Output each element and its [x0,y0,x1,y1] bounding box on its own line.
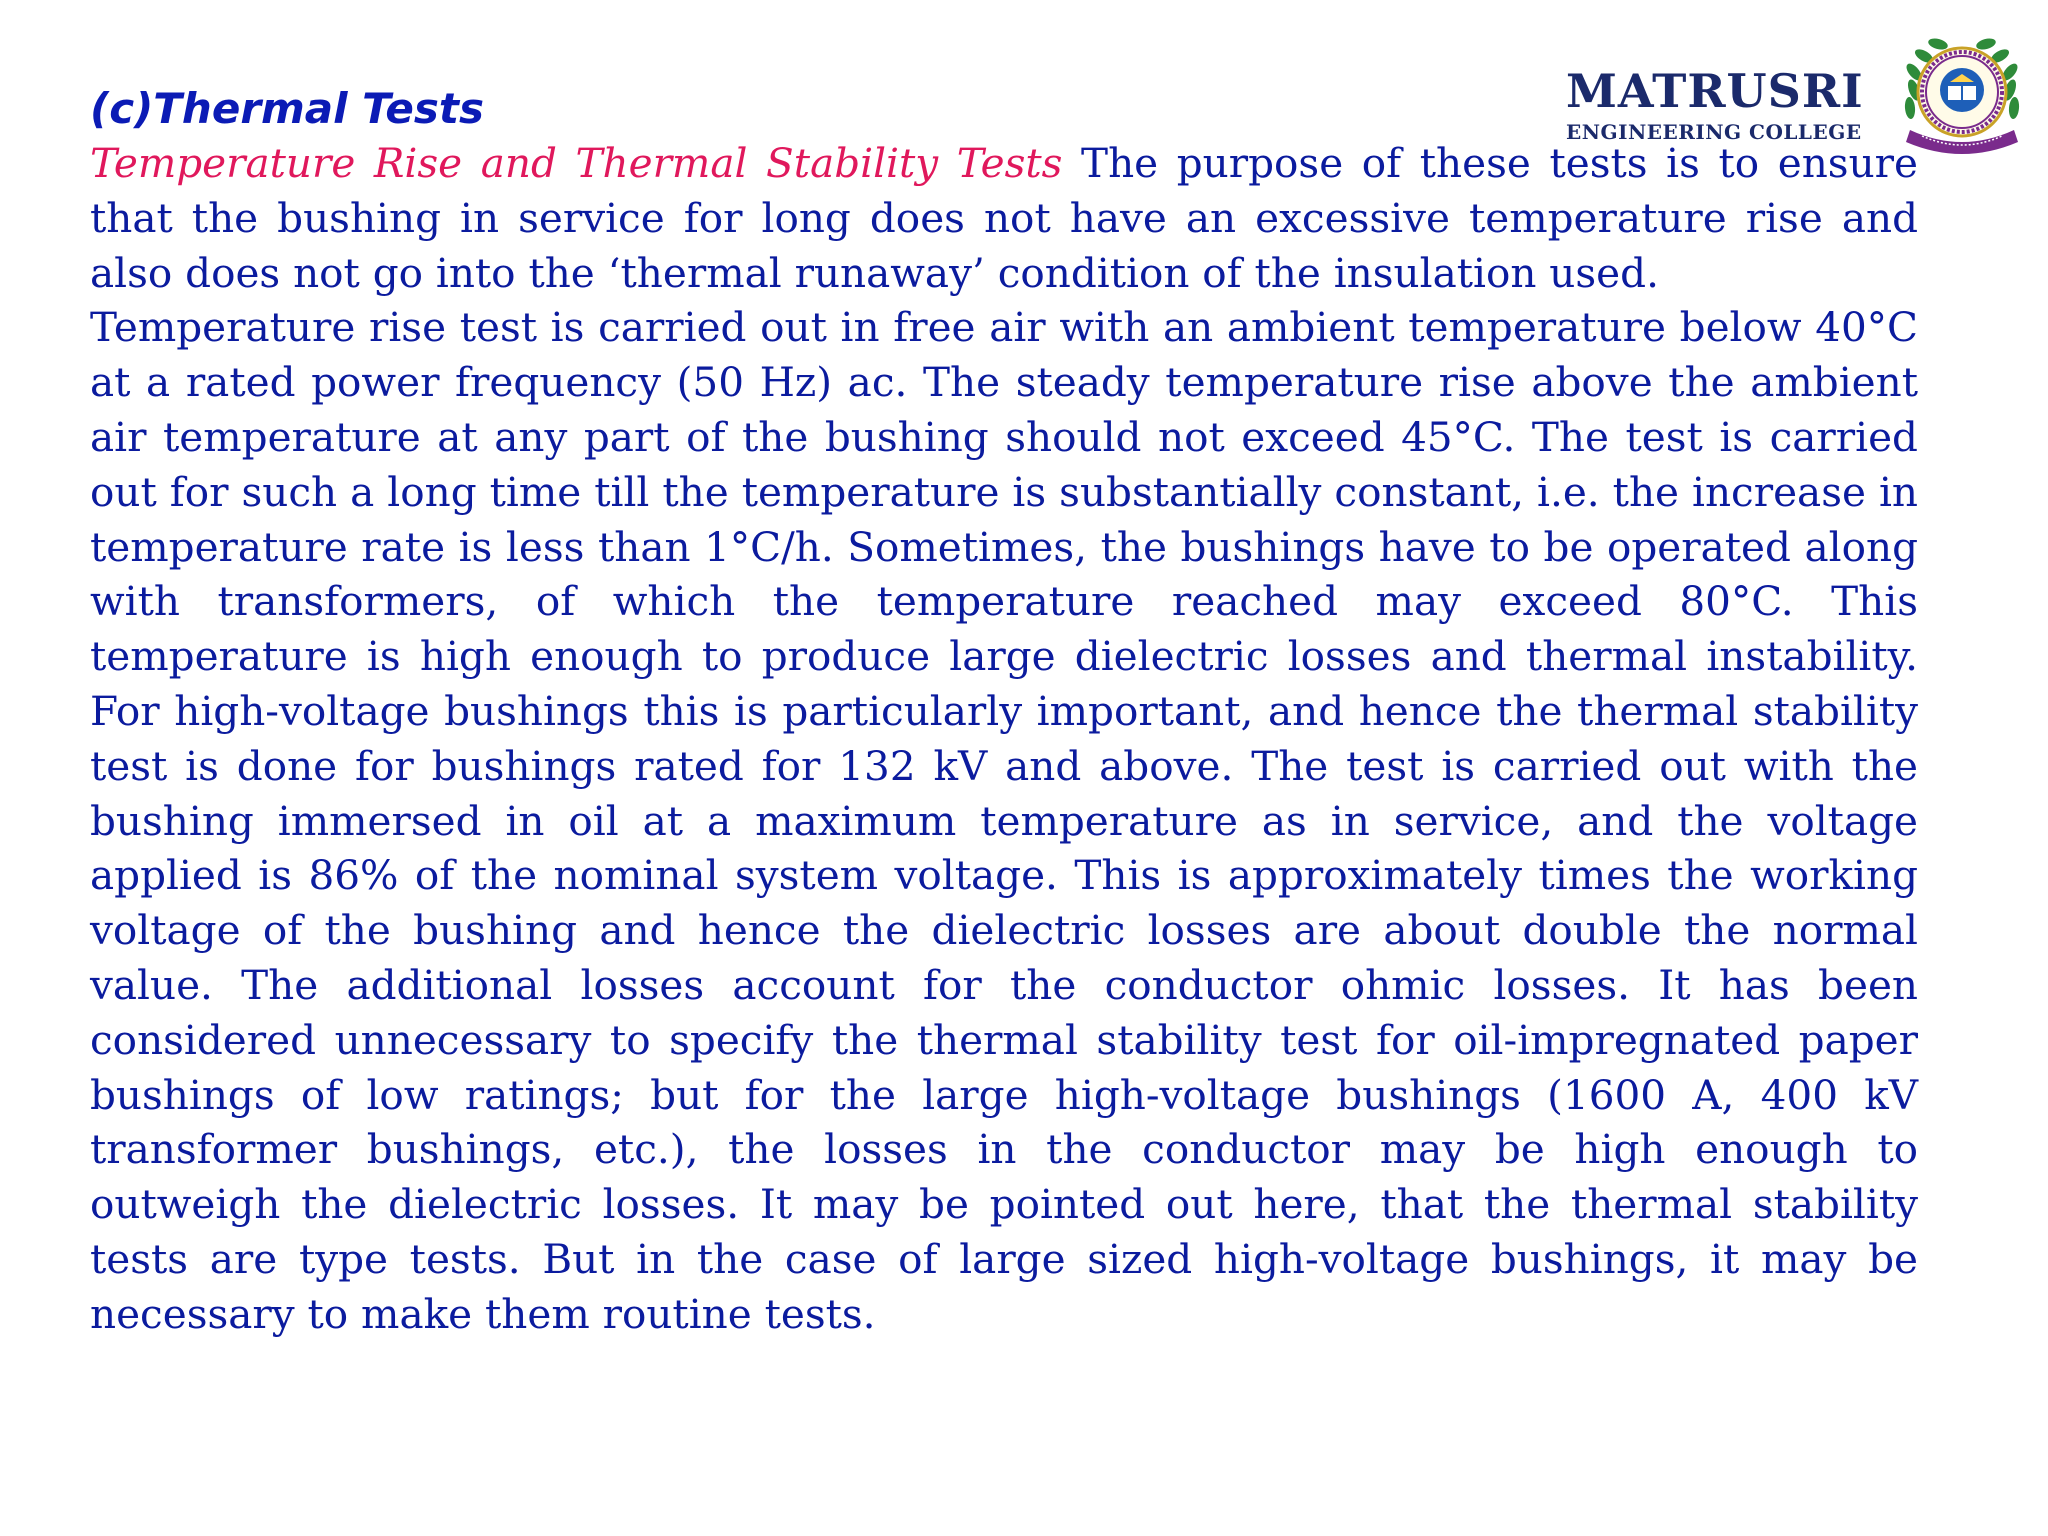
section-subheading: Temperature Rise and Thermal Stability Tests [90,139,1063,187]
logo-subtitle: ENGINEERING COLLEGE [1566,120,1862,144]
paragraph-intro [90,136,1918,300]
slide-body [90,136,1918,1342]
paragraph-details: Temperature rise test is carried out in free air with an ambient temperature below 40°C at a rated power frequency (50 Hz) ac. The steady temperature rise above the ambient air temperature at any part of the bushing should not exceed 45°C. The test is carried out for such a long time till the temperature is substantially constant, i.e. the increase in temperature rate is less than 1°C/h. Sometimes, the bushings have to be operated along with transformers, of which the temperature reached may exceed 80°C. This temperature is high enough to produce large dielectric losses and thermal instability. For high-voltage bushings this is particularly important, and hence the thermal stability test is done for bushings rated for 132 kV and above. The test is carried out with the bushing immersed in oil at a maximum temperature as in service, and the voltage applied is 86% of the nominal system voltage. This is approximately times the working voltage of the bushing and hence the dielectric losses are about double the normal value. The additional losses account for the conductor ohmic losses. It has been considered unnecessary to specify the thermal stability test for oil-impregnated paper bushings of low ratings; but for the large high-voltage bushings (1600 A, 400 kV transformer bushings, etc.), the losses in the conductor may be high enough to outweigh the dielectric losses. It may be pointed out here, that the thermal stability tests are type tests. But in the case of large sized high-voltage bushings, it may be necessary to make them routine tests. [90,303,1918,1338]
paragraph-intro-text: The purpose of these tests is to ensure that the bushing in service for long does not have an excessive temperature rise and also does not go into the ‘thermal runaway’ condition of the insulation used. [90,139,1919,297]
college-seal-icon [1900,30,2024,160]
logo-name: MATRUSRI [1566,64,1864,118]
slide-heading: (c)Thermal Tests [90,84,484,133]
